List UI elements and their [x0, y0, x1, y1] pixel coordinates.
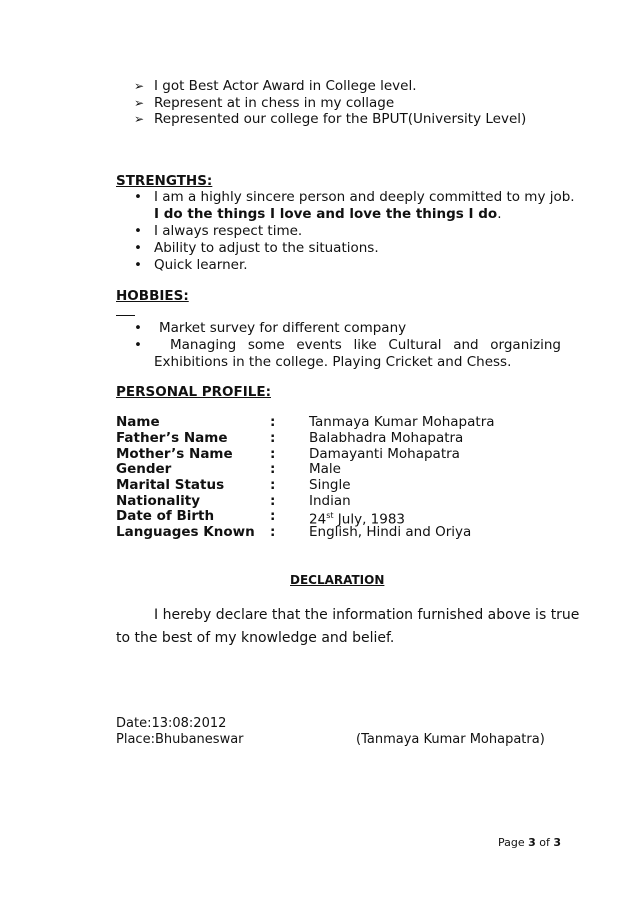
profile-row: Nationality : Indian	[116, 493, 351, 509]
declaration-line-2: to the best of my knowledge and belief.	[116, 630, 395, 646]
page-number: Page 3 of 3	[498, 836, 562, 849]
declaration-line-1: I hereby declare that the information furnished above is true	[154, 607, 580, 623]
bullet-icon: •	[134, 257, 142, 273]
profile-row: Gender : Male	[116, 461, 341, 477]
profile-row: Mother’s Name : Damayanti Mohapatra	[116, 446, 460, 462]
profile-row: Date of Birth : 24st July, 1983	[116, 508, 406, 528]
hobbies-heading: HOBBIES:	[116, 288, 189, 304]
bullet-icon: •	[134, 189, 142, 205]
profile-row: Marital Status : Single	[116, 477, 351, 493]
bullet-icon: •	[134, 223, 142, 239]
list-item: ➢ Represent at in chess in my collage	[134, 94, 395, 111]
arrow-bullet-icon: ➢	[134, 112, 145, 126]
signature-name: (Tanmaya Kumar Mohapatra)	[356, 732, 545, 747]
list-item: ➢ I got Best Actor Award in College level.	[134, 78, 417, 94]
profile-row: Father’s Name : Balabhadra Mohapatra	[116, 430, 464, 446]
strength-motto: I do the things I love and love the things I do.	[154, 206, 502, 222]
bullet-icon: •	[134, 240, 142, 256]
underline-mark	[116, 315, 135, 316]
profile-row: Name : Tanmaya Kumar Mohapatra	[116, 414, 495, 430]
place-field: Place:Bhubaneswar	[116, 732, 244, 747]
hobby-continuation: Exhibitions in the college. Playing Cricket and Chess.	[154, 354, 512, 370]
declaration-heading: DECLARATION	[290, 573, 385, 587]
strengths-heading: STRENGTHS:	[116, 173, 213, 189]
date-field: Date:13:08:2012	[116, 716, 227, 731]
personal-profile-heading: PERSONAL PROFILE:	[116, 384, 271, 400]
achievements-list	[134, 78, 526, 128]
profile-row: Languages Known : English, Hindi and Oriya	[116, 524, 472, 540]
list-item: ➢ Represented our college for the BPUT(University Level)	[134, 111, 527, 127]
bullet-icon: •	[134, 337, 142, 353]
arrow-bullet-icon: ➢	[134, 95, 145, 110]
arrow-bullet-icon: ➢	[134, 79, 145, 93]
bullet-icon: •	[134, 320, 142, 336]
